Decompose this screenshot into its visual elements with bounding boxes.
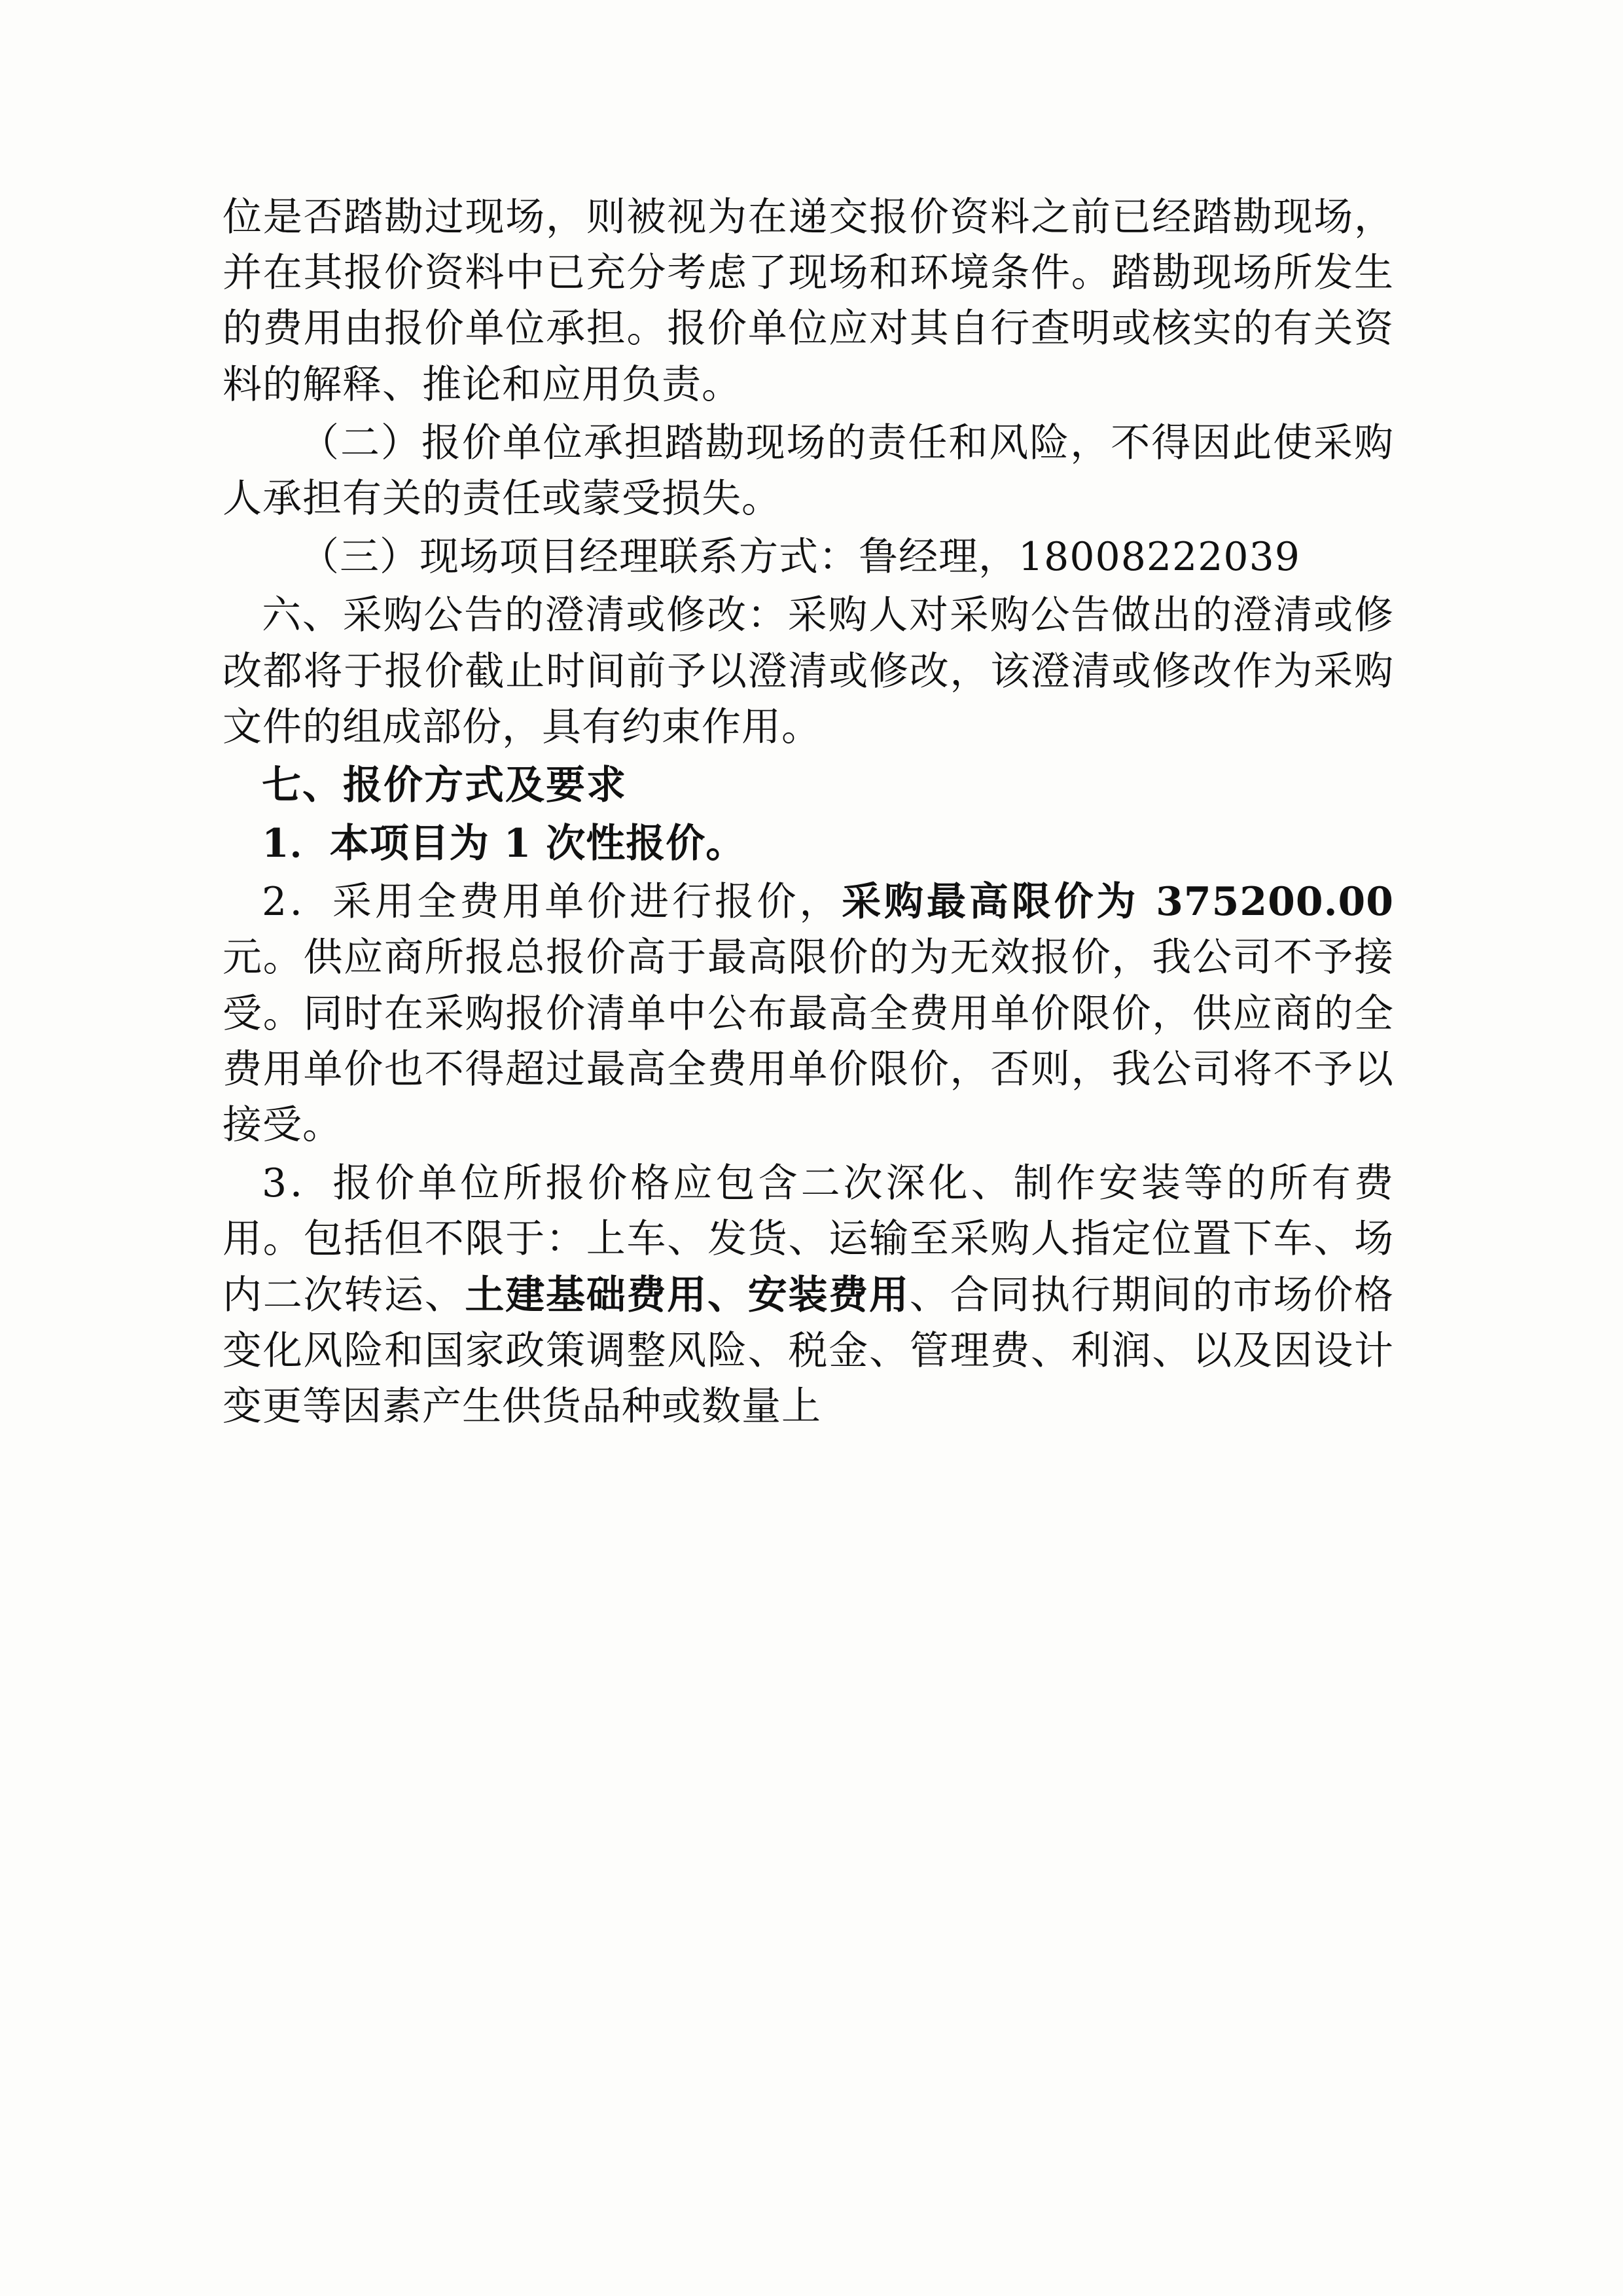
heading-section-seven: 七、报价方式及要求 bbox=[262, 762, 627, 808]
document-body bbox=[223, 190, 1394, 1437]
item3-bold-costs: 土建基础费用、安装费用 bbox=[465, 1272, 910, 1318]
item2-highlight: 采购最高限价为 375200.00 bbox=[842, 879, 1394, 925]
paragraph-item-2 bbox=[223, 874, 1394, 1153]
paragraph-item-two: （二）报价单位承担踏勘现场的责任和风险，不得因此使采购人承担有关的责任或蒙受损失。 bbox=[223, 420, 1394, 522]
paragraph-section-six: 六、采购公告的澄清或修改：采购人对采购公告做出的澄清或修改都将于报价截止时间前予以澄清或修改，该澄清或修改作为采购文件的组成部份，具有约束作用。 bbox=[223, 592, 1394, 750]
item2-lead: 2．采用全费用单价进行报价， bbox=[262, 879, 842, 925]
paragraph-item-three: （三）现场项目经理联系方式：鲁经理，18008222039 bbox=[300, 534, 1300, 581]
paragraph-item-1: 1．本项目为 1 次性报价。 bbox=[262, 821, 746, 867]
item2-rest: 元。供应商所报总报价高于最高限价的为无效报价，我公司不予接受。同时在采购报价清单中公布最高全费用单价限价，供应商的全费用单价也不得超过最高全费用单价限价，否则，我公司将不予以接受。 bbox=[223, 935, 1394, 1148]
item3-part2: 、合同执行期间的市场价格变化风险和国家政策调整风险、税金、管理费、利润、以及因设计变更等因素产生供货品种或数量上 bbox=[223, 1272, 1394, 1429]
paragraph-item-3 bbox=[223, 1156, 1394, 1435]
paragraph-continuation: 位是否踏勘过现场，则被视为在递交报价资料之前已经踏勘现场，并在其报价资料中已充分考虑了现场和环境条件。踏勘现场所发生的费用由报价单位承担。报价单位应对其自行查明或核实的有关资料的解释、推论和应用负责。 bbox=[223, 194, 1394, 408]
item3-part1: 3．报价单位所报价格应包含二次深化、制作安装等的所有费用。包括但不限于：上车、发货、运输至采购人指定位置下车、场内二次转运、 bbox=[223, 1160, 1394, 1318]
